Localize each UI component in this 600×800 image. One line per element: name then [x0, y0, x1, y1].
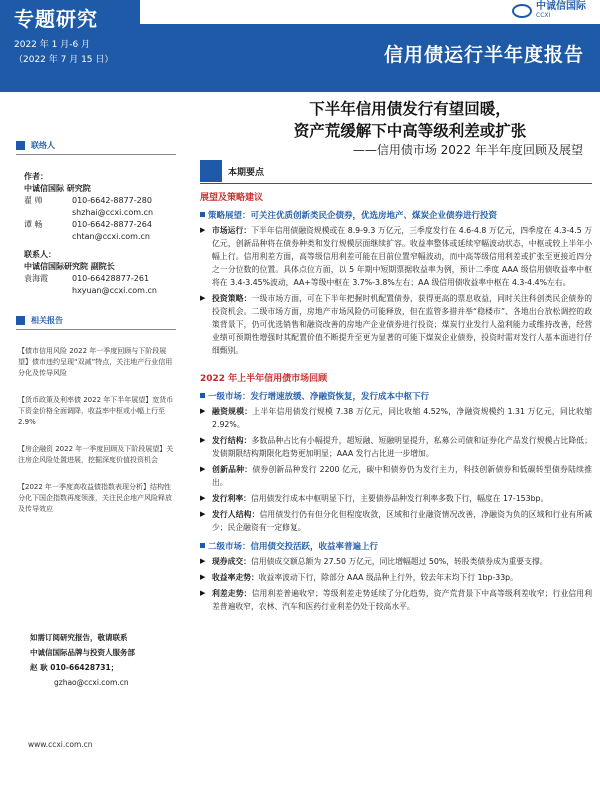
bullet-lead: 发行人结构： [212, 510, 260, 519]
bullet-text: 信用债成交额总额为 27.50 万亿元，同比增幅超过 50%，转股类债券成为重要支撑。 [250, 557, 548, 566]
contacts-heading [0, 140, 190, 151]
ccxi-logo-icon [512, 4, 532, 18]
author-block [0, 171, 190, 297]
bullet-paragraph [200, 224, 592, 289]
series-title: 专题研究 [14, 7, 98, 31]
related-label: 相关报告 [31, 316, 63, 325]
related-divider [16, 329, 176, 330]
bullet-lead: 发行结构： [212, 436, 252, 445]
contact-label: 联系人： [24, 250, 56, 259]
bullet-paragraph [200, 508, 592, 534]
contacts-label: 联络人 [31, 141, 55, 150]
sidebar [0, 130, 190, 800]
related-report-item[interactable]: 【债市信用风险 2022 年一季度回顾与下阶段展望】债市违约呈现“双减”特点，关注地产行业信用分化及传导风险 [18, 347, 173, 377]
strategy-outlook: 策略展望：可关注优质创新类民企债券，优选房地产、煤炭企业债券进行投资 [200, 209, 592, 221]
bullet-paragraph [200, 405, 592, 431]
bullet-lead: 市场运行： [212, 226, 252, 235]
bullet-paragraph [200, 587, 592, 613]
highlights-label: 本期要点 [228, 167, 265, 178]
bullet-paragraph [200, 292, 592, 357]
highlights-heading [200, 160, 592, 182]
bullet-text: 信用债发行仍有但分化但程度收敛，区域和行业融资情况改善，净融资为负的区域和行业有所减少；民企融资有一定修复。 [212, 510, 592, 532]
contact-email[interactable]: hxyuan@ccxi.com.cn [72, 286, 157, 295]
bullet-lead: 发行利率： [212, 494, 251, 503]
author-org: 中诚信国际 研究院 [24, 184, 91, 193]
title-banner [140, 24, 600, 92]
contact-name: 袁海霞 [24, 274, 48, 283]
contact-row [24, 273, 190, 285]
contact-org: 中诚信国际研究院 副院长 [24, 262, 115, 271]
bullet-lead: 收益率走势： [212, 573, 259, 582]
headline-line2: 资产荒缓解下中高等级利差或扩张 [293, 122, 527, 140]
bullet-text: 一级市场方面，可在下半年把握时机配置债券，获得更高的票息收益，同时关注科创类民企债券的投资机会。二级市场方面，房地产市场风险仍可能释放，但在监管多措并举“稳楼市”、各地出台放松调控的政策背景下，仍可优选销售和融资改善的房地产企业债券进行投资；煤炭行业发行人盈利能力或维持改善，经营业绩可预期性增强时其配置价值不断提升至更为显著的可能下煤炭企业债券，投资时需对发行人基本面进行仔细甄别。 [212, 294, 593, 355]
bullet-lead: 利差走势： [212, 589, 252, 598]
bullet-text: 信用利差普遍收窄；等级利差走势延续了分化趋势，资产荒背景下中高等级利差收窄；行业信用利差普遍收窄，农林、汽车和医药行业利差仍处于较高水平。 [212, 589, 593, 611]
related-heading [0, 315, 190, 326]
secondary-market-summary: 二级市场：信用债交投活跃，收益率普遍上行 [200, 540, 592, 552]
logo-cn: 中诚信国际 [536, 1, 586, 12]
author-row [24, 195, 190, 207]
related-report-item[interactable]: 【货币政策及利率债 2022 年下半年展望】宽货币下资金价格全面调降，收益率中枢或小幅上行至 2.9% [18, 396, 174, 426]
bullet-paragraph [200, 463, 592, 489]
bullet-lead: 现券成交： [212, 557, 251, 566]
section-review-title: 2022 年上半年信用债市场回顾 [200, 374, 328, 384]
subscribe-email[interactable]: gzhao@ccxi.com.cn [54, 678, 129, 687]
contact-phone: 010-66428877-261 [72, 274, 150, 283]
author-label: 作者： [24, 172, 48, 181]
author-row [24, 219, 190, 231]
highlights-icon [200, 160, 222, 182]
bullet-paragraph [200, 555, 592, 568]
bullet-paragraph [200, 492, 592, 505]
bullet-lead: 投资策略： [212, 294, 252, 303]
bullet-lead: 融资规模： [212, 407, 253, 416]
series-banner [0, 0, 140, 92]
headline-subtitle: ——信用债市场 2022 年半年度回顾及展望 [352, 143, 583, 157]
related-report-item[interactable]: 【房企融资 2022 年一季度回顾及下阶段展望】关注房企风险处置进展，挖掘深度价值投资机会 [18, 445, 174, 464]
bullet-lead: 创新品种： [212, 465, 253, 474]
author-phone: 010-6642-8877-280 [72, 196, 152, 205]
report-period: 2022 年 1 月-6 月 [14, 40, 91, 50]
author-name: 谭 畅 [24, 220, 43, 229]
bullet-text: 多数品种占比有小幅提升，超短融、短融明显提升，私募公司债和证券化产品发行规模占比降低；发债期限结构期限化趋势更加明显；AAA 发行占比进一步增加。 [212, 436, 593, 458]
contacts-icon [16, 141, 25, 150]
headline [225, 98, 595, 159]
bullet-text: 信用债发行成本中枢明显下行，主要债券品种发行利率多数下行，幅度在 17-153bp。 [250, 494, 549, 503]
bullet-text: 上半年信用债发行规模 7.38 万亿元，同比收缩 4.52%，净融资规模约 1.31 万亿元，同比收缩 2.92%。 [212, 407, 592, 429]
related-report-item[interactable]: 【2022 年一季度高收益债指数表现分析】结构性分化下国企指数再度领涨，关注民企地产风险释放及传导效应 [18, 483, 172, 513]
section-outlook-title: 展望及策略建议 [200, 193, 264, 203]
header-top-strip [140, 0, 600, 24]
contacts-divider [16, 154, 176, 155]
related-list [0, 346, 190, 515]
bullet-text: 债券创新品种发行 2200 亿元，碳中和债券仍为发行主力，科技创新债券和低碳转型债券陆续推出。 [212, 465, 593, 487]
bullet-text: 收益率波动下行，除部分 AAA 级品种上行外，较去年末均下行 1bp-33p。 [258, 573, 518, 582]
bullet-paragraph [200, 571, 592, 584]
primary-market-summary: 一级市场：发行增速放缓、净融资恢复，发行成本中枢下行 [200, 390, 592, 402]
subscribe-contact: 赵 耿 010-66428731； [30, 663, 119, 672]
bullet-paragraph [200, 434, 592, 460]
headline-line1: 下半年信用债发行有望回暖， [309, 100, 511, 118]
ccxi-logo [512, 2, 586, 19]
highlights-divider [200, 183, 592, 184]
report-date: （2022 年 7 月 15 日） [14, 55, 114, 65]
author-email[interactable]: chtan@ccxi.com.cn [72, 232, 150, 241]
bullet-text: 下半年信用债融资规模或在 8.9-9.3 万亿元，三季度发行在 4.6-4.8 万亿元，四季度在 4.3-4.5 万亿元，创新品种将在债券种类和发行规模层面继续扩容。收益率整体或延续窄幅波动状态，中枢或较上半年小幅上行。信用利差方面，高等级信用利差可能在目前位置窄幅波动，而中高等级信用利差或扩张至更接近四分之一分位数的位置。具体点位方面，以 5 年期中短期票据收益率为例，预计二季度 AAA 级信用债收益率中枢将在 3.4-3.45%波动，AA+等级中枢在 3.7%-3.8%左右；AA 级信用债收益率中枢在 4.3-4.4%左右。 [212, 226, 592, 287]
report-header [0, 0, 600, 92]
logo-en: CCXI [536, 12, 551, 19]
author-email[interactable]: shzhai@ccxi.com.cn [72, 208, 154, 217]
report-title: 信用债运行半年度报告 [383, 44, 584, 66]
related-icon [16, 316, 25, 325]
author-name: 翟 帅 [24, 196, 43, 205]
website-link[interactable]: www.ccxi.com.cn [28, 740, 93, 749]
main-content [200, 160, 592, 613]
author-phone: 010-6642-8877-264 [72, 220, 152, 229]
subscribe-block [30, 630, 135, 690]
subscribe-text: 如需订阅研究报告，敬请联系 [30, 633, 128, 642]
subscribe-org: 中诚信国际品牌与投资人服务部 [30, 648, 135, 657]
